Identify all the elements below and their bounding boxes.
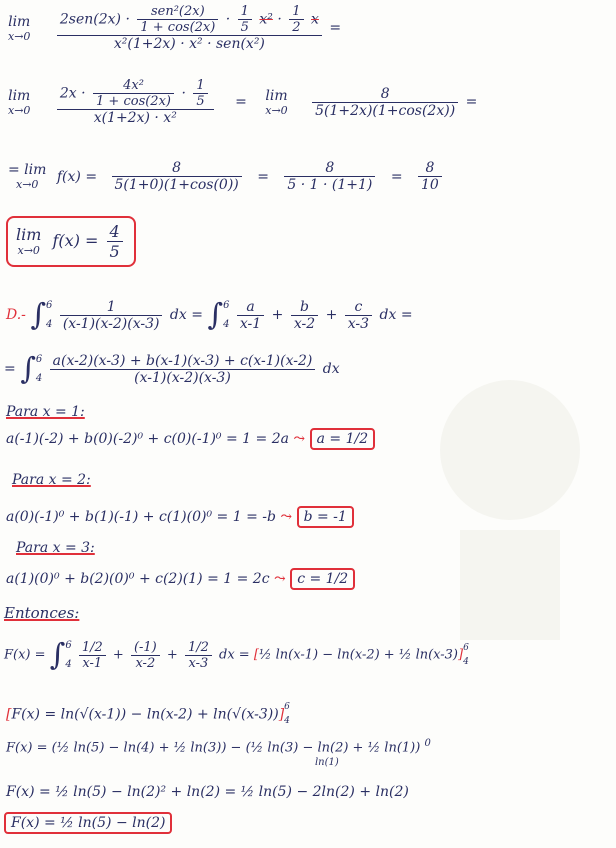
limit-operator (16, 227, 41, 256)
term-b-num: (-1) (131, 640, 160, 656)
dot: · (181, 85, 186, 102)
equals: = (235, 94, 247, 110)
part-d-line (6, 296, 413, 334)
result-box (6, 216, 136, 267)
lim-sub: x→0 (265, 103, 288, 117)
background-watermark (420, 360, 600, 660)
case-heading: Para x = 2: (12, 472, 91, 488)
integral-sign: ∫ (207, 297, 224, 333)
frac-a (112, 160, 242, 193)
case-heading: Para x = 1: (6, 404, 85, 420)
dot: · (225, 11, 231, 28)
F-line-3 (6, 738, 459, 769)
dx: dx = (169, 307, 203, 323)
upper-limit: 6 (284, 702, 290, 712)
lim-text: lim (16, 225, 42, 244)
case-equation: a(0)(-1)⁰ + b(1)(-1) + c(1)(0)⁰ = 1 = -b (6, 509, 276, 525)
F-line-5 (4, 812, 172, 834)
partial-a (237, 299, 264, 332)
term-c-num: 1/2 (185, 640, 212, 656)
lim-sub: x→0 (16, 178, 39, 191)
final-result: F(x) = ½ ln(5) − ln(2) (4, 812, 172, 834)
frac-b (193, 78, 207, 109)
case-result: b = -1 (297, 506, 354, 528)
partial-b (291, 299, 318, 332)
limit-operator (8, 89, 30, 116)
fx-label: f(x) = (56, 168, 98, 185)
case-result: c = 1/2 (290, 568, 355, 590)
frac-b (238, 4, 252, 35)
lower-limit: 4 (223, 319, 230, 330)
line-1 (8, 4, 341, 52)
upper-limit: 6 (65, 640, 72, 651)
plus: + (271, 307, 284, 323)
pb-den: x-2 (293, 315, 316, 332)
para-3-body (6, 568, 355, 590)
limit-operator (8, 15, 30, 42)
frac-a-den: 1 + cos(2x) (96, 94, 171, 109)
result-fraction (312, 86, 458, 119)
limit-operator (8, 163, 46, 190)
equals: = (4, 361, 16, 377)
frac-a-den: 1 + cos(2x) (140, 20, 216, 35)
lim-sub: x→0 (8, 103, 31, 117)
bracket-open: [ (253, 647, 259, 663)
plus: + (112, 647, 124, 663)
num-term: 2sen(2x) · (59, 11, 130, 28)
integral-limits (223, 296, 229, 334)
result-fraction (107, 222, 123, 261)
dx: dx = (379, 307, 413, 323)
F-line-4 (6, 784, 409, 800)
term-b (131, 640, 160, 671)
dx: dx = (219, 647, 250, 663)
eval-limits (463, 641, 469, 670)
frac-b-num: 1 (238, 4, 252, 20)
bracket-close: ] (278, 706, 285, 723)
frac-c-den: 10 (421, 177, 439, 193)
lim-text: lim (8, 87, 31, 104)
entonces-heading: Entonces: (4, 604, 80, 622)
lim-sub: x→0 (8, 29, 31, 43)
term-c (185, 640, 212, 671)
numerator (57, 4, 322, 36)
F-line-1 (4, 636, 469, 674)
para-2-body (6, 506, 354, 528)
bracket-close: ] (458, 647, 464, 663)
frac-c (289, 4, 303, 35)
fx-label: f(x) = (52, 231, 99, 250)
x-cancelled: x (311, 11, 319, 28)
integral-limits (46, 296, 52, 334)
frac-b (284, 160, 375, 193)
integral-limits (36, 350, 42, 388)
frac-a-num: sen²(2x) (137, 4, 218, 20)
pa-num: a (237, 299, 264, 316)
lower-limit: 4 (463, 657, 469, 667)
integral-limits (65, 636, 71, 674)
pc-den: x-3 (347, 315, 370, 332)
arrow-icon: ⤳ (274, 571, 286, 587)
dx: dx (322, 361, 340, 377)
case-equation: a(-1)(-2) + b(0)(-2)⁰ + c(0)(-1)⁰ = 1 = 2a (6, 431, 289, 447)
integral-sign: ∫ (30, 297, 46, 333)
annotation: ln(1) (314, 757, 339, 769)
denominator: x(1+2x) · x² (93, 110, 177, 126)
frac-b-den: 5 · 1 · (1+1) (287, 177, 373, 193)
result-num: 8 (312, 86, 458, 103)
arrow-icon: ⤳ (280, 509, 293, 525)
F-label: F(x) = (4, 647, 46, 663)
lower-limit: 4 (35, 373, 43, 384)
equals: = (390, 168, 403, 185)
dot: · (277, 11, 282, 28)
equals: = (465, 94, 478, 110)
para-1-head (6, 404, 85, 420)
x2-cancelled: x² (259, 11, 273, 28)
result-den: 5 (109, 242, 120, 261)
frac-a-den: 5(1+0)(1+cos(0)) (114, 177, 239, 193)
integral-sign: ∫ (20, 351, 36, 387)
num-term: 2x · (59, 85, 86, 102)
entonces-line (4, 604, 79, 622)
frac-a (137, 4, 218, 35)
result-num: 4 (107, 222, 123, 242)
denominator: x²(1+2x) · x² · sen(x²) (113, 36, 265, 52)
lim-text: lim (265, 87, 288, 104)
frac-a-num: 8 (112, 160, 242, 177)
limit-operator (265, 89, 287, 116)
pb-num: b (291, 299, 318, 316)
line-2 (8, 78, 477, 126)
F-expression: F(x) = ½ ln(5) − ln(2)² + ln(2) = ½ ln(5) − 2ln(2) + ln(2) (6, 784, 409, 800)
lim-sub: x→0 (17, 244, 40, 257)
frac-b-den: 5 (240, 20, 249, 35)
frac-b-num: 1 (193, 78, 207, 94)
bracket-open: [ (6, 706, 12, 723)
arrow-icon: ⤳ (293, 431, 306, 447)
frac-a-num: 4x² (93, 78, 174, 94)
main-fraction (57, 78, 214, 126)
part-d-label: D.- (6, 307, 26, 323)
para-2-head (12, 472, 91, 488)
combined-num: a(x-2)(x-3) + b(x-1)(x-3) + c(x-1)(x-2) (50, 353, 316, 370)
integrand-den: (x-1)(x-2)(x-3) (62, 315, 160, 332)
frac-a (93, 78, 174, 109)
eval-limits (284, 700, 290, 729)
limit-result-box (6, 216, 136, 267)
lower-limit: 4 (65, 659, 72, 670)
lower-limit: 4 (284, 716, 290, 727)
main-fraction (57, 4, 322, 52)
case-equation: a(1)(0)⁰ + b(2)(0)⁰ + c(2)(1) = 1 = 2c (6, 571, 270, 587)
para-3-head (16, 540, 95, 556)
part-d-combined (4, 350, 340, 388)
upper-limit: 6 (223, 300, 230, 311)
term-c-den: x-3 (188, 655, 209, 671)
pc-num: c (345, 299, 372, 316)
F-expression: F(x) = (½ ln(5) − ln(4) + ½ ln(3)) − (½ ln(3) − ln(2) + ½ ln(1)) (6, 740, 421, 756)
plus: + (166, 647, 178, 663)
lower-limit: 4 (46, 319, 53, 330)
term-a-num: 1/2 (79, 640, 106, 656)
para-1-body (6, 428, 375, 450)
frac-c (418, 160, 442, 193)
case-heading: Para x = 3: (16, 540, 95, 556)
equals: = (257, 168, 269, 185)
numerator (57, 78, 214, 110)
lim-text: = lim (8, 162, 47, 178)
equals: = (329, 20, 342, 36)
combined-fraction (50, 353, 316, 386)
integral-sign: ∫ (49, 637, 66, 673)
integrand-num: 1 (60, 299, 163, 316)
frac-c-num: 8 (418, 160, 442, 177)
zero-note: 0 (424, 738, 431, 749)
upper-limit: 6 (463, 642, 469, 653)
lim-text: lim (8, 13, 31, 30)
antiderivative: ½ ln(x-1) − ln(x-2) + ½ ln(x-3) (258, 647, 459, 663)
frac-b-num: 8 (284, 160, 375, 177)
combined-den: (x-1)(x-2)(x-3) (134, 369, 231, 386)
frac-b-den: 5 (196, 94, 205, 109)
term-a-den: x-1 (82, 655, 103, 671)
upper-limit: 6 (35, 354, 43, 365)
term-b-den: x-2 (135, 655, 156, 671)
term-a (79, 640, 106, 671)
frac-c-den: 2 (292, 20, 301, 35)
line-3 (8, 160, 445, 193)
plus: + (325, 307, 338, 323)
result-den: 5(1+2x)(1+cos(2x)) (315, 102, 456, 119)
F-line-2 (6, 700, 290, 729)
partial-c (345, 299, 372, 332)
frac-c-num: 1 (289, 4, 303, 20)
upper-limit: 6 (46, 300, 53, 311)
F-expression: F(x) = ln(√(x-1)) − ln(x-2) + ln(√(x-3)) (11, 706, 279, 723)
case-result: a = 1/2 (310, 428, 376, 450)
integrand (60, 299, 163, 332)
pa-den: x-1 (239, 315, 262, 332)
